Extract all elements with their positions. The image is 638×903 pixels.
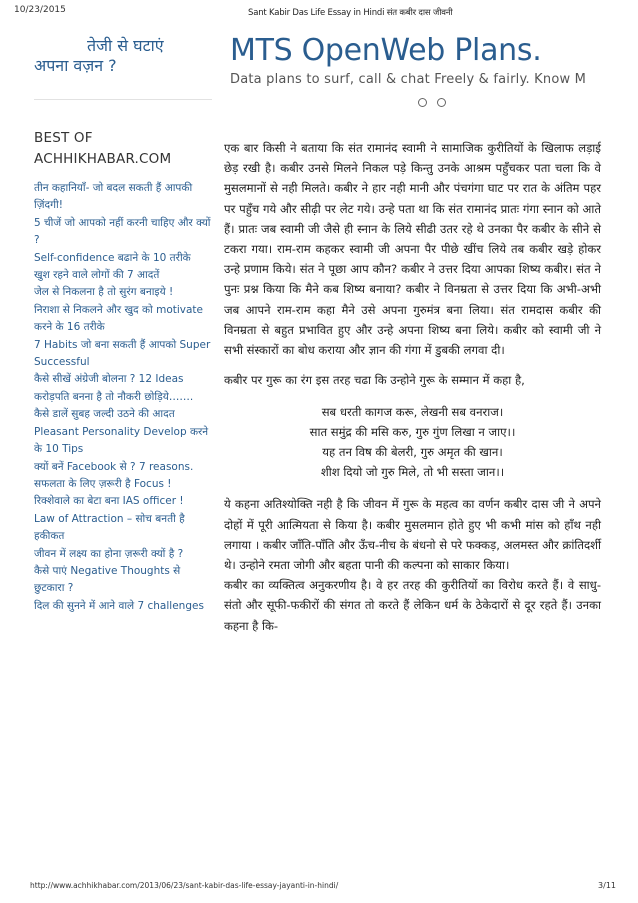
verse-line-4: शीश दियो जो गुरु मिले, तो भी सस्ता जान।।: [320, 465, 505, 480]
list-item: [34, 337, 214, 372]
weight-loss-promo[interactable]: [34, 36, 214, 76]
print-date: 10/23/2015: [14, 5, 66, 15]
verse-line-3: यह तन विष की बेलरी, गुरु अमृत की खान।: [322, 445, 503, 460]
print-footer: [0, 881, 638, 893]
list-item: [34, 546, 214, 563]
list-item: [34, 493, 214, 510]
best-of-link[interactable]: जीवन में लक्ष्य का होना ज़रूरी क्यों है ?: [34, 547, 184, 560]
article-paragraph-2: कबीर पर गुरू का रंग इस तरह चढा कि उन्होने गुरू के सम्मान में कहा है,: [224, 373, 525, 388]
sidebar-heading-line-2: ACHHIKHABAR.COM: [34, 151, 172, 167]
best-of-link[interactable]: जेल से निकलना है तो सुरंग बनाइये !: [34, 286, 174, 299]
promo-divider: [34, 99, 212, 100]
list-item: [34, 250, 214, 267]
print-page-title: Sant Kabir Das Life Essay in Hindi संत कबीर दास जीवनी: [248, 8, 453, 18]
best-of-link[interactable]: रिक्शेवाले का बेटा बना IAS officer !: [34, 495, 184, 508]
verse-line-2: सात समुंद्र की मसि करु, गुरु गुंण लिखा न जाए।।: [309, 425, 516, 440]
carousel-dot-1[interactable]: [418, 98, 427, 107]
best-of-list: [34, 180, 214, 615]
list-item: [34, 284, 214, 301]
best-of-link[interactable]: कैसे सीखें अंग्रेजी बोलना ? 12 Ideas: [34, 373, 184, 386]
list-item: [34, 598, 214, 615]
best-of-link[interactable]: सफलता के लिए ज़रूरी है Focus !: [34, 477, 172, 490]
article-paragraph-3: ये कहना अतिश्योक्ति नही है कि जीवन में गुरू के महत्व का वर्णन कबीर दास जी ने अपने दोहों में पूरी आत्मियता से किया है। कबीर मुसलमान होते हुए भी कभी मांस को हाँथ नही लगाया । कबीर जाँति-पाँति और ऊँच-नीच के बंधनो से परे फक्कड़, अलमस्त और क्रांतिदर्शी थे। उन्होने रमता जोगी और बहता पानी की कल्पना को साकार किया।: [224, 497, 601, 573]
carousel-dot-2[interactable]: [437, 98, 446, 107]
promo-line-1: तेजी से घटाएं: [87, 36, 164, 55]
print-header: [0, 5, 638, 19]
print-page-number: 3/11: [598, 881, 616, 890]
best-of-link[interactable]: 5 चीजें जो आपको नहीं करनी चाहिए और क्यों ?: [34, 216, 211, 247]
best-of-link[interactable]: खुश रहने वाले लोगों की 7 आदतें: [34, 269, 160, 282]
list-item: [34, 406, 214, 423]
list-item: [34, 215, 214, 250]
best-of-link[interactable]: करोड़पति बनना है तो नौकरी छोड़िये…….: [34, 390, 194, 403]
article-paragraph-4: कबीर का व्यक्तित्व अनुकरणीय है। वे हर तरह की कुरीतियों का विरोध करते हैं। वे साधु-संतो और सूफी-फकीरों की संगत तो करते हैं लेकिन धर्म के ठेकेदारों से दूर रहते हैं। उनका कहना है कि-: [224, 578, 601, 633]
ad-subtitle: Data plans to surf, call & chat Freely & fairly. Know M: [230, 72, 587, 87]
list-item: [34, 389, 214, 406]
article-body: [224, 138, 601, 636]
best-of-link[interactable]: तीन कहानियाँ- जो बदल सकती हैं आपकी ज़िंदगी!: [34, 182, 193, 212]
mts-ad-banner[interactable]: [230, 34, 630, 114]
best-of-link[interactable]: कैसे डालें सुबह जल्दी उठने की आदत: [34, 408, 175, 421]
best-of-link[interactable]: Pleasant Personality Develop करने के 10 Tips: [34, 425, 209, 456]
promo-line-2: अपना वज़न ?: [34, 56, 117, 75]
verse-line-1: सब धरती कागज करू, लेखनी सब वनराज।: [321, 405, 504, 420]
list-item: [34, 424, 214, 459]
print-url: http://www.achhikhabar.com/2013/06/23/sant-kabir-das-life-essay-jayanti-in-hindi/: [30, 881, 339, 890]
list-item: [34, 511, 214, 546]
best-of-link[interactable]: Law of Attraction – सोच बनती है हकीकत: [34, 512, 185, 543]
best-of-link[interactable]: क्यों बनें Facebook से ? 7 reasons.: [34, 460, 194, 473]
doha-verse: [224, 402, 601, 482]
best-of-link[interactable]: निराशा से निकलने और खुद को motivate करने के 16 तरीके: [34, 303, 203, 334]
ad-carousel-dots: [418, 92, 456, 111]
list-item: [34, 371, 214, 388]
list-item: [34, 476, 214, 493]
list-item: [34, 180, 214, 215]
best-of-link[interactable]: दिल की सुनने में आने वाले 7 challenges: [34, 599, 204, 612]
sidebar-heading: [34, 128, 214, 170]
list-item: [34, 302, 214, 337]
article-paragraph-1: एक बार किसी ने बताया कि संत रामानंद स्वामी ने सामाजिक कुरीतियों के खिलाफ लड़ाई छेड़ रखी है। कबीर उनसे मिलने निकल पड़े किन्तु उनके आश्रम पहुँचकर पता चला कि वे मुसलमानों से नही मिलते। कबीर ने हार नही मानी और पंचगंगा घाट पर रात के अंतिम पहर पर पहुँच गये और सीढ़ी पर लेट गये। उन्हे पता था कि संत रामानंद प्रातः गंगा स्नान को आते हैं। प्रातः जब स्वामी जी जैसे ही स्नान के लिये सीढी उतर रहे थे उनका पैर कबीर के सीने से टकरा गया। राम-राम कहकर स्वामी जी अपना पैर पीछे खींच लिये तब कबीर खड़े होकर उन्हे प्रणाम किये। संत ने पूछा आप कौन? कबीर ने उत्तर दिया आपका शिष्य कबीर। संत ने पुनः प्रश्न किया कि मैने कब शिष्य बनाया? कबीर ने विनम्रता से उत्तर दिया कि अभी-अभी जब आपने राम-राम कहा मैने उसे अपना गुरुमंत्र बना लिया। संत रामदास कबीर की विनम्रता से बहुत प्रभावित हुए और उन्हे अपना शिष्य बना लिये। कबीर को स्वामी जी ने सभी संस्कारों का बोध कराया और ज्ञान की गंगा में डुबकी लगवा दी।: [224, 141, 601, 358]
ad-title[interactable]: MTS OpenWeb Plans.: [230, 34, 542, 68]
list-item: [34, 267, 214, 284]
list-item: [34, 563, 214, 598]
sidebar: [34, 128, 214, 615]
list-item: [34, 459, 214, 476]
best-of-link[interactable]: कैसे पाएं Negative Thoughts से छुटकारा ?: [34, 564, 181, 595]
sidebar-heading-line-1: BEST OF: [34, 130, 93, 146]
best-of-link[interactable]: 7 Habits जो बना सकती हैं आपको Super Successful: [34, 338, 211, 369]
best-of-link[interactable]: Self-confidence बढाने के 10 तरीके: [34, 251, 191, 264]
